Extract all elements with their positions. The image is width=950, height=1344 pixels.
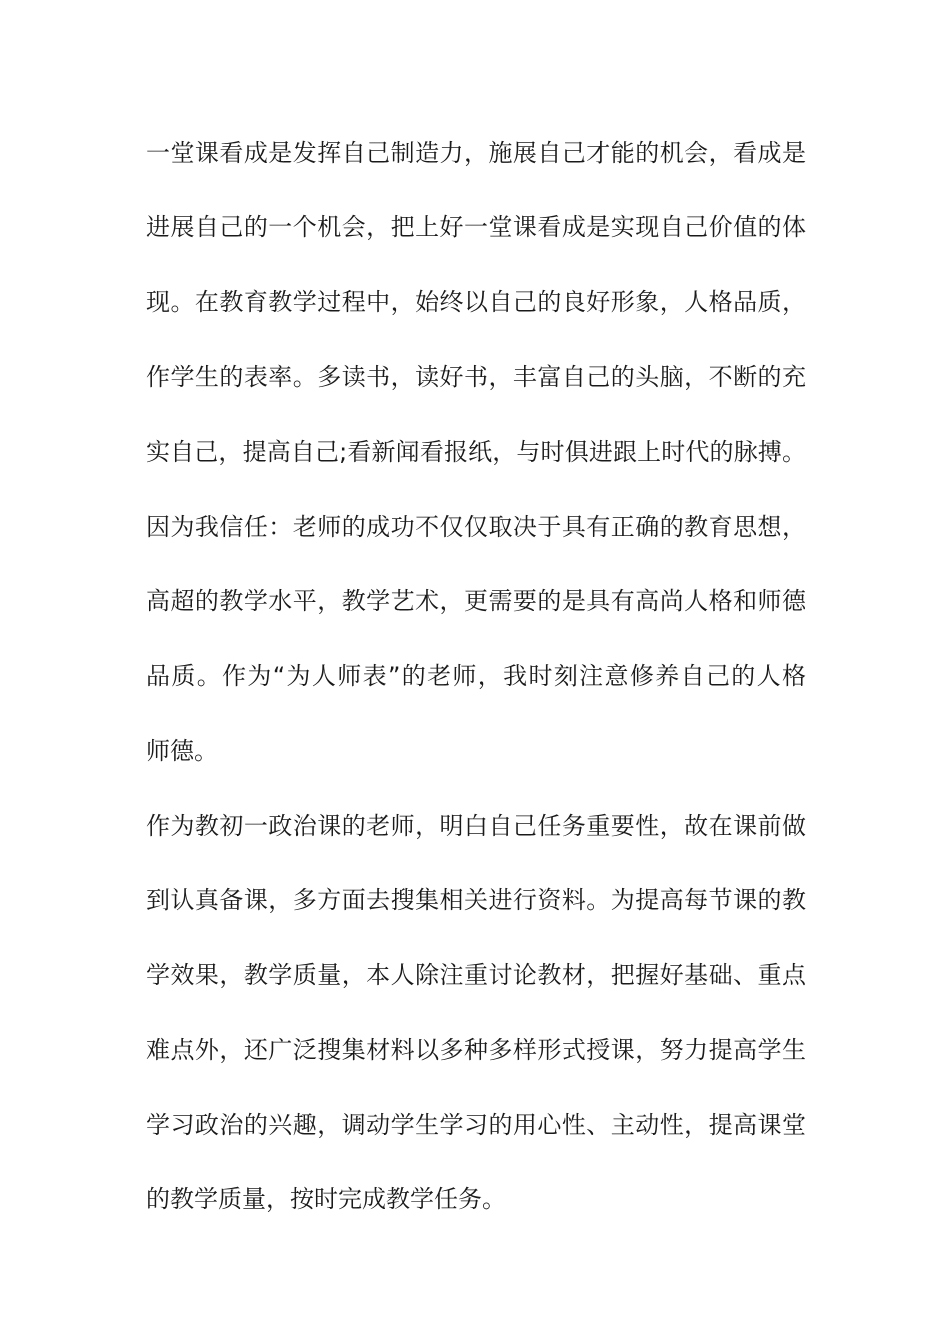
text-line: 品质。作为“为人师表”的老师，我时刻注意修养自己的人格 bbox=[146, 662, 806, 690]
text-line: 师德。 bbox=[146, 737, 218, 765]
text-line: 一堂课看成是发挥自己制造力，施展自己才能的机会，看成是 bbox=[146, 139, 806, 167]
text-line: 学效果，教学质量，本人除注重讨论教材，把握好基础、重点 bbox=[146, 961, 806, 989]
text-line: 因为我信任：老师的成功不仅仅取决于具有正确的教育思想， bbox=[146, 513, 806, 541]
text-line: 作学生的表率。多读书，读好书，丰富自己的头脑，不断的充 bbox=[146, 363, 806, 391]
text-line: 的教学质量，按时完成教学任务。 bbox=[146, 1185, 506, 1213]
text-line: 现。在教育教学过程中，始终以自己的良好形象，人格品质， bbox=[146, 288, 806, 316]
text-line: 学习政治的兴趣，调动学生学习的用心性、主动性，提高课堂 bbox=[146, 1111, 806, 1139]
text-line: 高超的教学水平，教学艺术，更需要的是具有高尚人格和师德 bbox=[146, 587, 806, 615]
text-line: 实自己，提高自己;看新闻看报纸，与时俱进跟上时代的脉搏。 bbox=[146, 438, 806, 466]
text-line: 难点外，还广泛搜集材料以多种多样形式授课，努力提高学生 bbox=[146, 1036, 806, 1064]
text-line: 到认真备课，多方面去搜集相关进行资料。为提高每节课的教 bbox=[146, 886, 806, 914]
text-line: 进展自己的一个机会，把上好一堂课看成是实现自己价值的体 bbox=[146, 213, 806, 241]
text-line: 作为教初一政治课的老师，明白自己任务重要性，故在课前做 bbox=[146, 812, 806, 840]
